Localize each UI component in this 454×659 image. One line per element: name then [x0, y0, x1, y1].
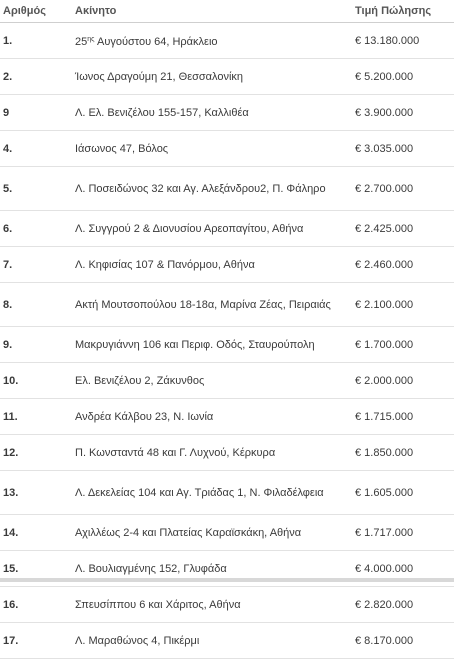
table-row [0, 95, 454, 131]
row-number: 10. [0, 363, 75, 399]
table-header-row [0, 0, 454, 23]
row-property: Ελ. Βενιζέλου 2, Ζάκυνθος [75, 363, 355, 399]
row-property: Λ. Κηφισίας 107 & Πανόρμου, Αθήνα [75, 247, 355, 283]
row-property [75, 23, 355, 59]
row-price: € 8.170.000 [355, 623, 454, 659]
row-property: Λ. Συγγρού 2 & Διονυσίου Αρεοπαγίτου, Αθήνα [75, 211, 355, 247]
row-price: € 5.200.000 [355, 59, 454, 95]
row-number: 13. [0, 471, 75, 515]
row-property: Ιάσωνος 47, Βόλος [75, 131, 355, 167]
row-price: € 3.035.000 [355, 131, 454, 167]
row-property: Λ. Μαραθώνος 4, Πικέρμι [75, 623, 355, 659]
row-property: Ανδρέα Κάλβου 23, Ν. Ιωνία [75, 399, 355, 435]
row-number: 17. [0, 623, 75, 659]
row-property-superscript: ης [87, 35, 95, 43]
table-row [0, 623, 454, 659]
row-price: € 2.460.000 [355, 247, 454, 283]
row-number: 9. [0, 327, 75, 363]
row-property: Π. Κωνσταντά 48 και Γ. Λυχνού, Κέρκυρα [75, 435, 355, 471]
table-row [0, 471, 454, 515]
row-price: € 2.700.000 [355, 167, 454, 211]
row-price: € 2.100.000 [355, 283, 454, 327]
table-row [0, 587, 454, 623]
row-price: € 2.000.000 [355, 363, 454, 399]
row-price: € 2.425.000 [355, 211, 454, 247]
row-number: 6. [0, 211, 75, 247]
row-price: € 2.820.000 [355, 587, 454, 623]
row-price: € 1.717.000 [355, 515, 454, 551]
row-number: 2. [0, 59, 75, 95]
table-row [0, 247, 454, 283]
header-property: Ακίνητο [75, 0, 355, 23]
table-row [0, 363, 454, 399]
table-row [0, 131, 454, 167]
table-row [0, 515, 454, 551]
row-price: € 3.900.000 [355, 95, 454, 131]
row-price: € 1.700.000 [355, 327, 454, 363]
row-number: 16. [0, 587, 75, 623]
row-property: Ακτή Μουτσοπούλου 18-18α, Μαρίνα Ζέας, Πειραιάς [75, 283, 355, 327]
row-number: 9 [0, 95, 75, 131]
table-row [0, 211, 454, 247]
row-property: Σπευσίππου 6 και Χάριτος, Αθήνα [75, 587, 355, 623]
row-price: € 4.000.000 [355, 551, 454, 587]
row-property: Μακρυγιάννη 106 και Περιφ. Οδός, Σταυρούπολη [75, 327, 355, 363]
header-price: Τιμή Πώλησης [355, 0, 454, 23]
header-number: Αριθμός [0, 0, 75, 23]
table-row [0, 23, 454, 59]
row-property: Αχιλλέως 2-4 και Πλατείας Καραϊσκάκη, Αθήνα [75, 515, 355, 551]
row-property: Λ. Δεκελείας 104 και Αγ. Τριάδας 1, Ν. Φιλαδέλφεια [75, 471, 355, 515]
table-row [0, 59, 454, 95]
table-row [0, 435, 454, 471]
row-property: Λ. Βουλιαγμένης 152, Γλυφάδα [75, 551, 355, 587]
table-row [0, 283, 454, 327]
row-price: € 13.180.000 [355, 23, 454, 59]
row-number: 7. [0, 247, 75, 283]
row-number: 15. [0, 551, 75, 587]
row-number: 5. [0, 167, 75, 211]
row-price: € 1.605.000 [355, 471, 454, 515]
row-number: 1. [0, 23, 75, 59]
table-row [0, 167, 454, 211]
row-property: Ίωνος Δραγούμη 21, Θεσσαλονίκη [75, 59, 355, 95]
bottom-divider [0, 578, 454, 582]
row-number: 4. [0, 131, 75, 167]
row-property-part: Αυγούστου 64, Ηράκλειο [94, 35, 218, 48]
row-number: 8. [0, 283, 75, 327]
row-number: 14. [0, 515, 75, 551]
row-price: € 1.850.000 [355, 435, 454, 471]
row-property: Λ. Ποσειδώνος 32 και Αγ. Αλεξάνδρου2, Π. Φάληρο [75, 167, 355, 211]
row-number: 12. [0, 435, 75, 471]
row-property: Λ. Ελ. Βενιζέλου 155-157, Καλλιθέα [75, 95, 355, 131]
row-property-part: 25 [75, 35, 88, 48]
table-row [0, 327, 454, 363]
row-number: 11. [0, 399, 75, 435]
table-row [0, 399, 454, 435]
row-price: € 1.715.000 [355, 399, 454, 435]
